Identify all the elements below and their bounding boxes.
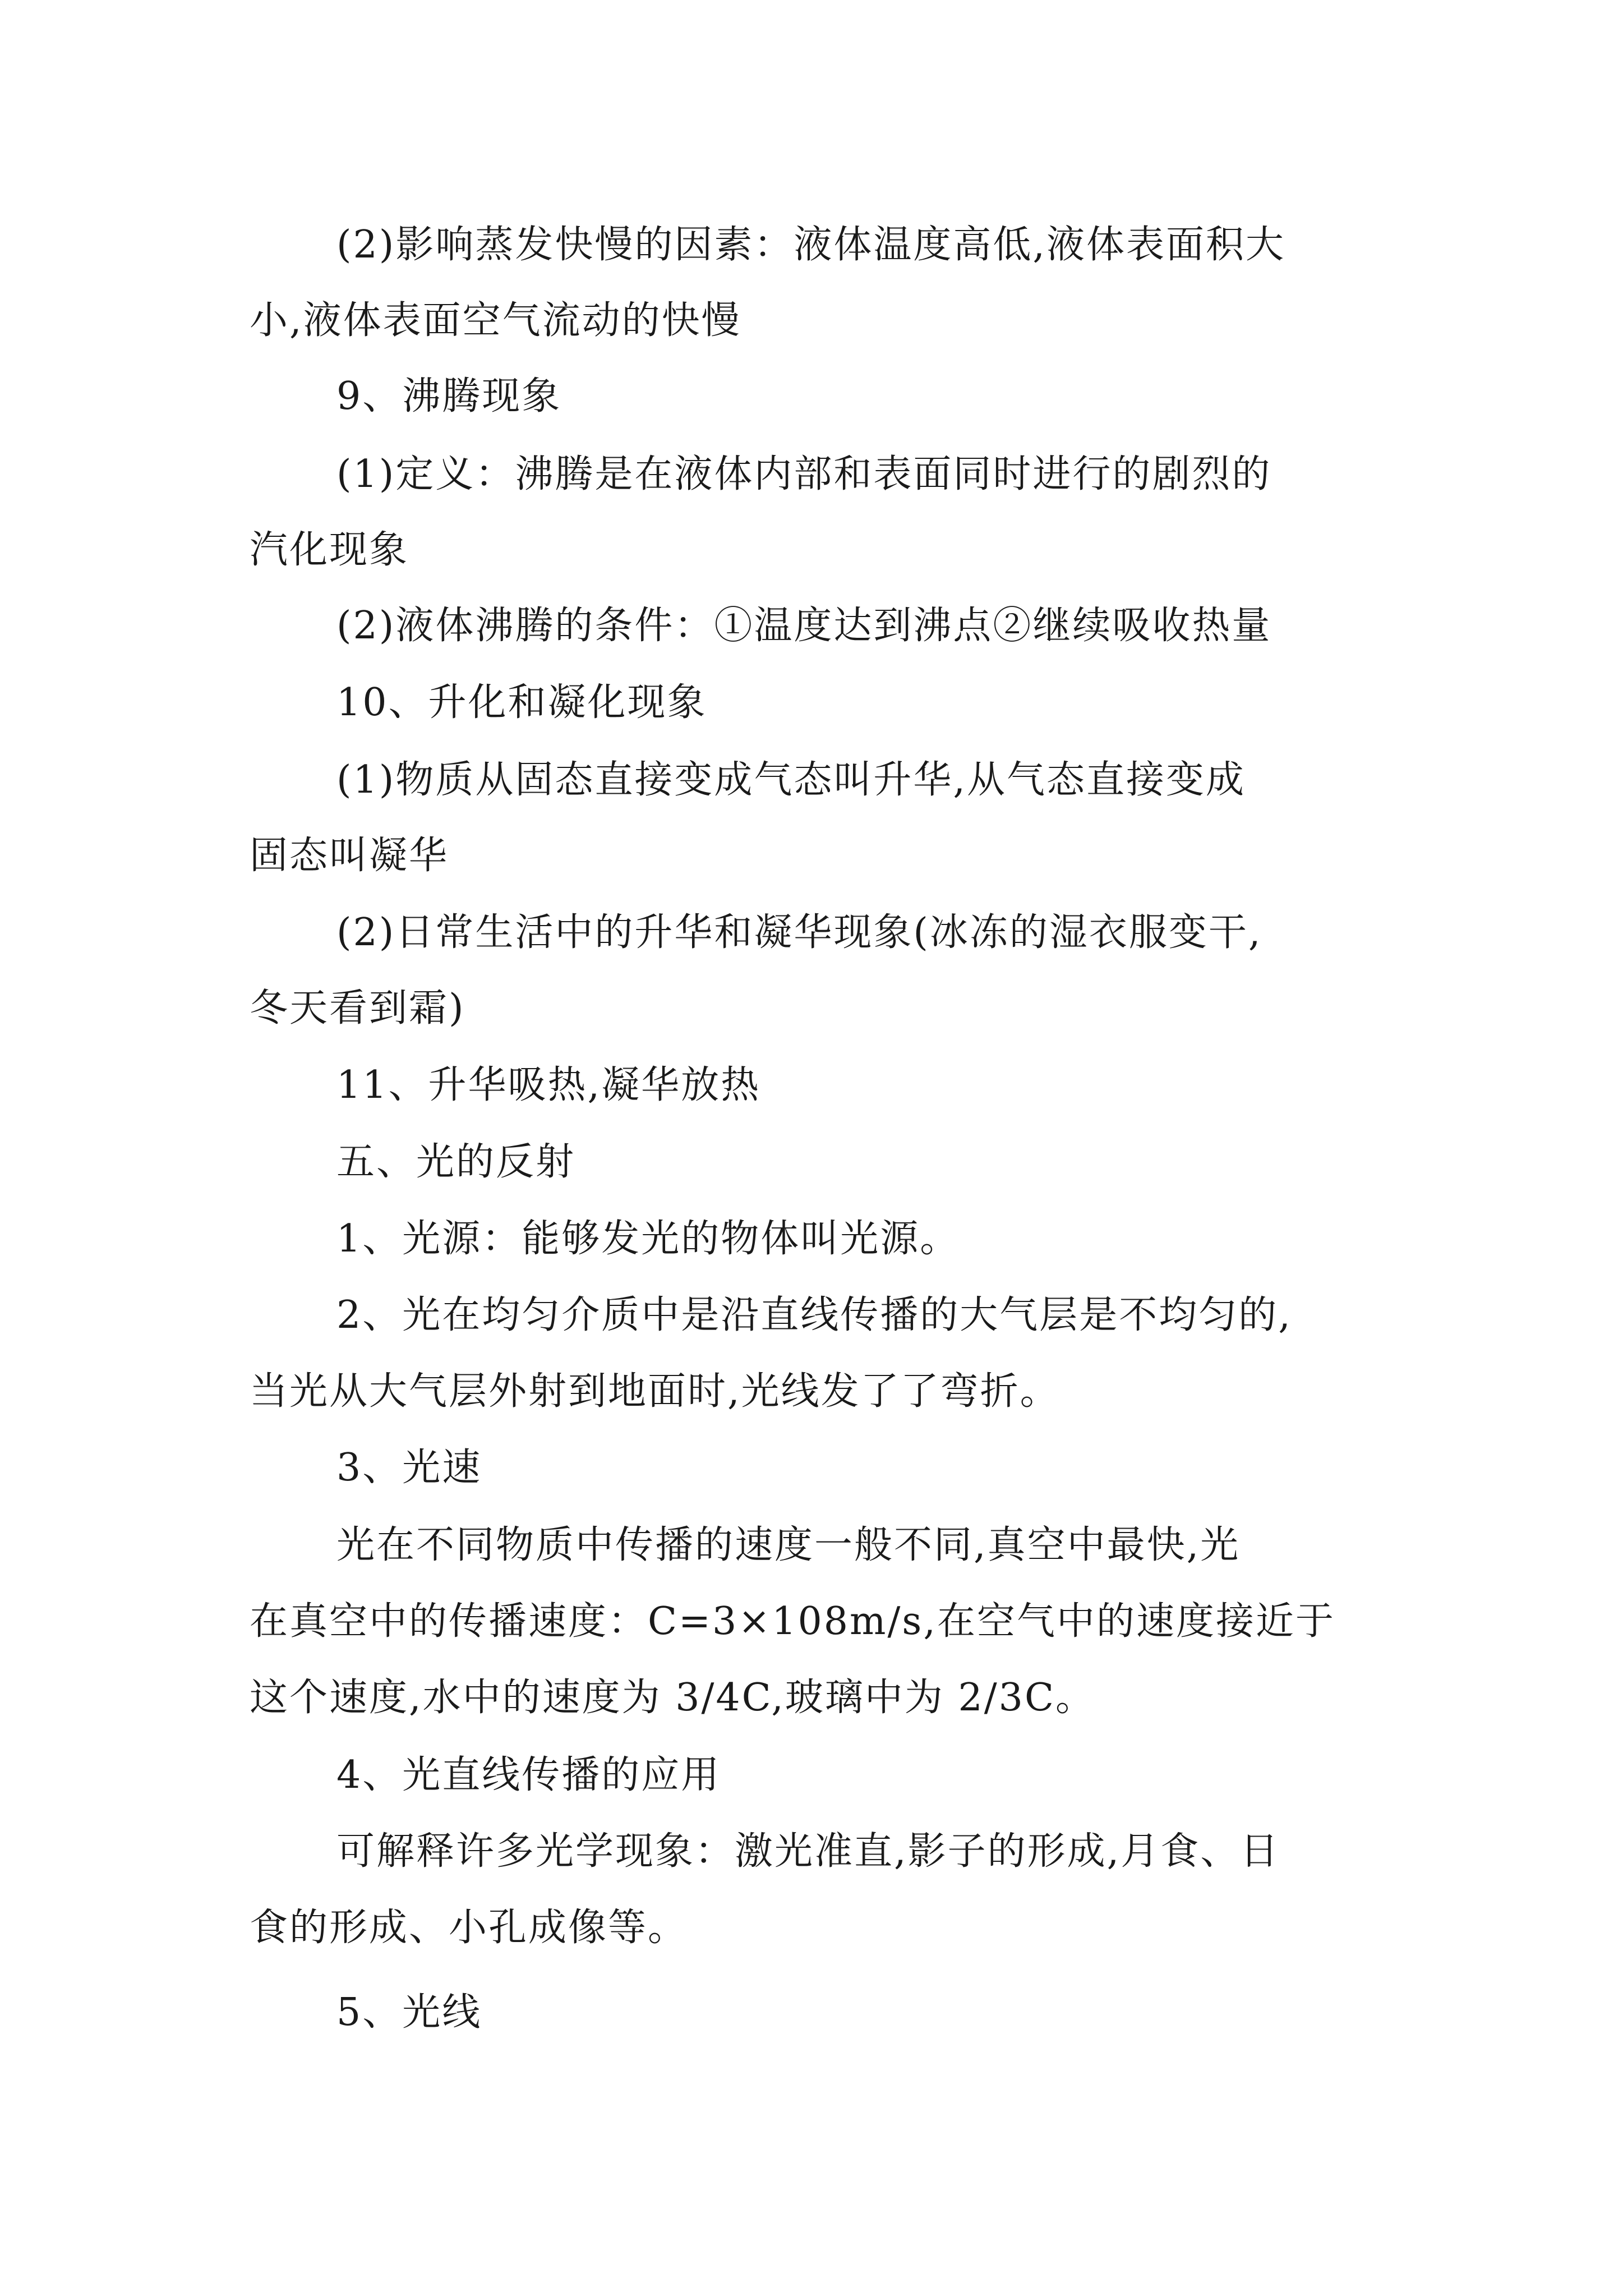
text-line: 小,液体表面空气流动的快慢 xyxy=(250,298,741,343)
text-line: 10、升化和凝化现象 xyxy=(336,680,707,725)
text-line: 4、光直线传播的应用 xyxy=(336,1753,721,1797)
text-line: 3、光速 xyxy=(336,1446,482,1490)
text-line: 这个速度,水中的速度为 3/4C,玻璃中为 2/3C。 xyxy=(250,1676,1095,1720)
text-line: 光在不同物质中传播的速度一般不同,真空中最快,光 xyxy=(336,1523,1241,1567)
text-line: (2)液体沸腾的条件：①温度达到沸点②继续吸收热量 xyxy=(336,604,1272,648)
text-line: 汽化现象 xyxy=(250,528,409,572)
text-line: 11、升华吸热,凝华放热 xyxy=(336,1063,761,1107)
text-line: 在真空中的传播速度：C=3×108m/s,在空气中的速度接近于 xyxy=(250,1599,1335,1644)
text-line: (1)物质从固态直接变成气态叫升华,从气态直接变成 xyxy=(336,758,1246,802)
text-line: 2、光在均匀介质中是沿直线传播的大气层是不均匀的, xyxy=(336,1293,1292,1337)
text-line: 当光从大气层外射到地面时,光线发了了弯折。 xyxy=(250,1369,1060,1414)
text-line: 冬天看到霜) xyxy=(250,986,465,1030)
text-line: 固态叫凝华 xyxy=(250,834,449,878)
text-line: 5、光线 xyxy=(336,1990,482,2035)
text-line: 五、光的反射 xyxy=(336,1140,576,1184)
text-line: (1)定义：沸腾是在液体内部和表面同时进行的剧烈的 xyxy=(336,452,1272,496)
text-line: 9、沸腾现象 xyxy=(336,374,562,418)
text-line: 1、光源：能够发光的物体叫光源。 xyxy=(336,1217,960,1261)
text-line: (2)影响蒸发快慢的因素：液体温度高低,液体表面积大 xyxy=(336,223,1285,267)
text-line: 可解释许多光学现象：激光准直,影子的形成,月食、日 xyxy=(336,1829,1280,1874)
text-line: 食的形成、小孔成像等。 xyxy=(250,1906,688,1950)
text-line: (2)日常生活中的升华和凝华现象(冰冻的湿衣服变干, xyxy=(336,910,1262,955)
